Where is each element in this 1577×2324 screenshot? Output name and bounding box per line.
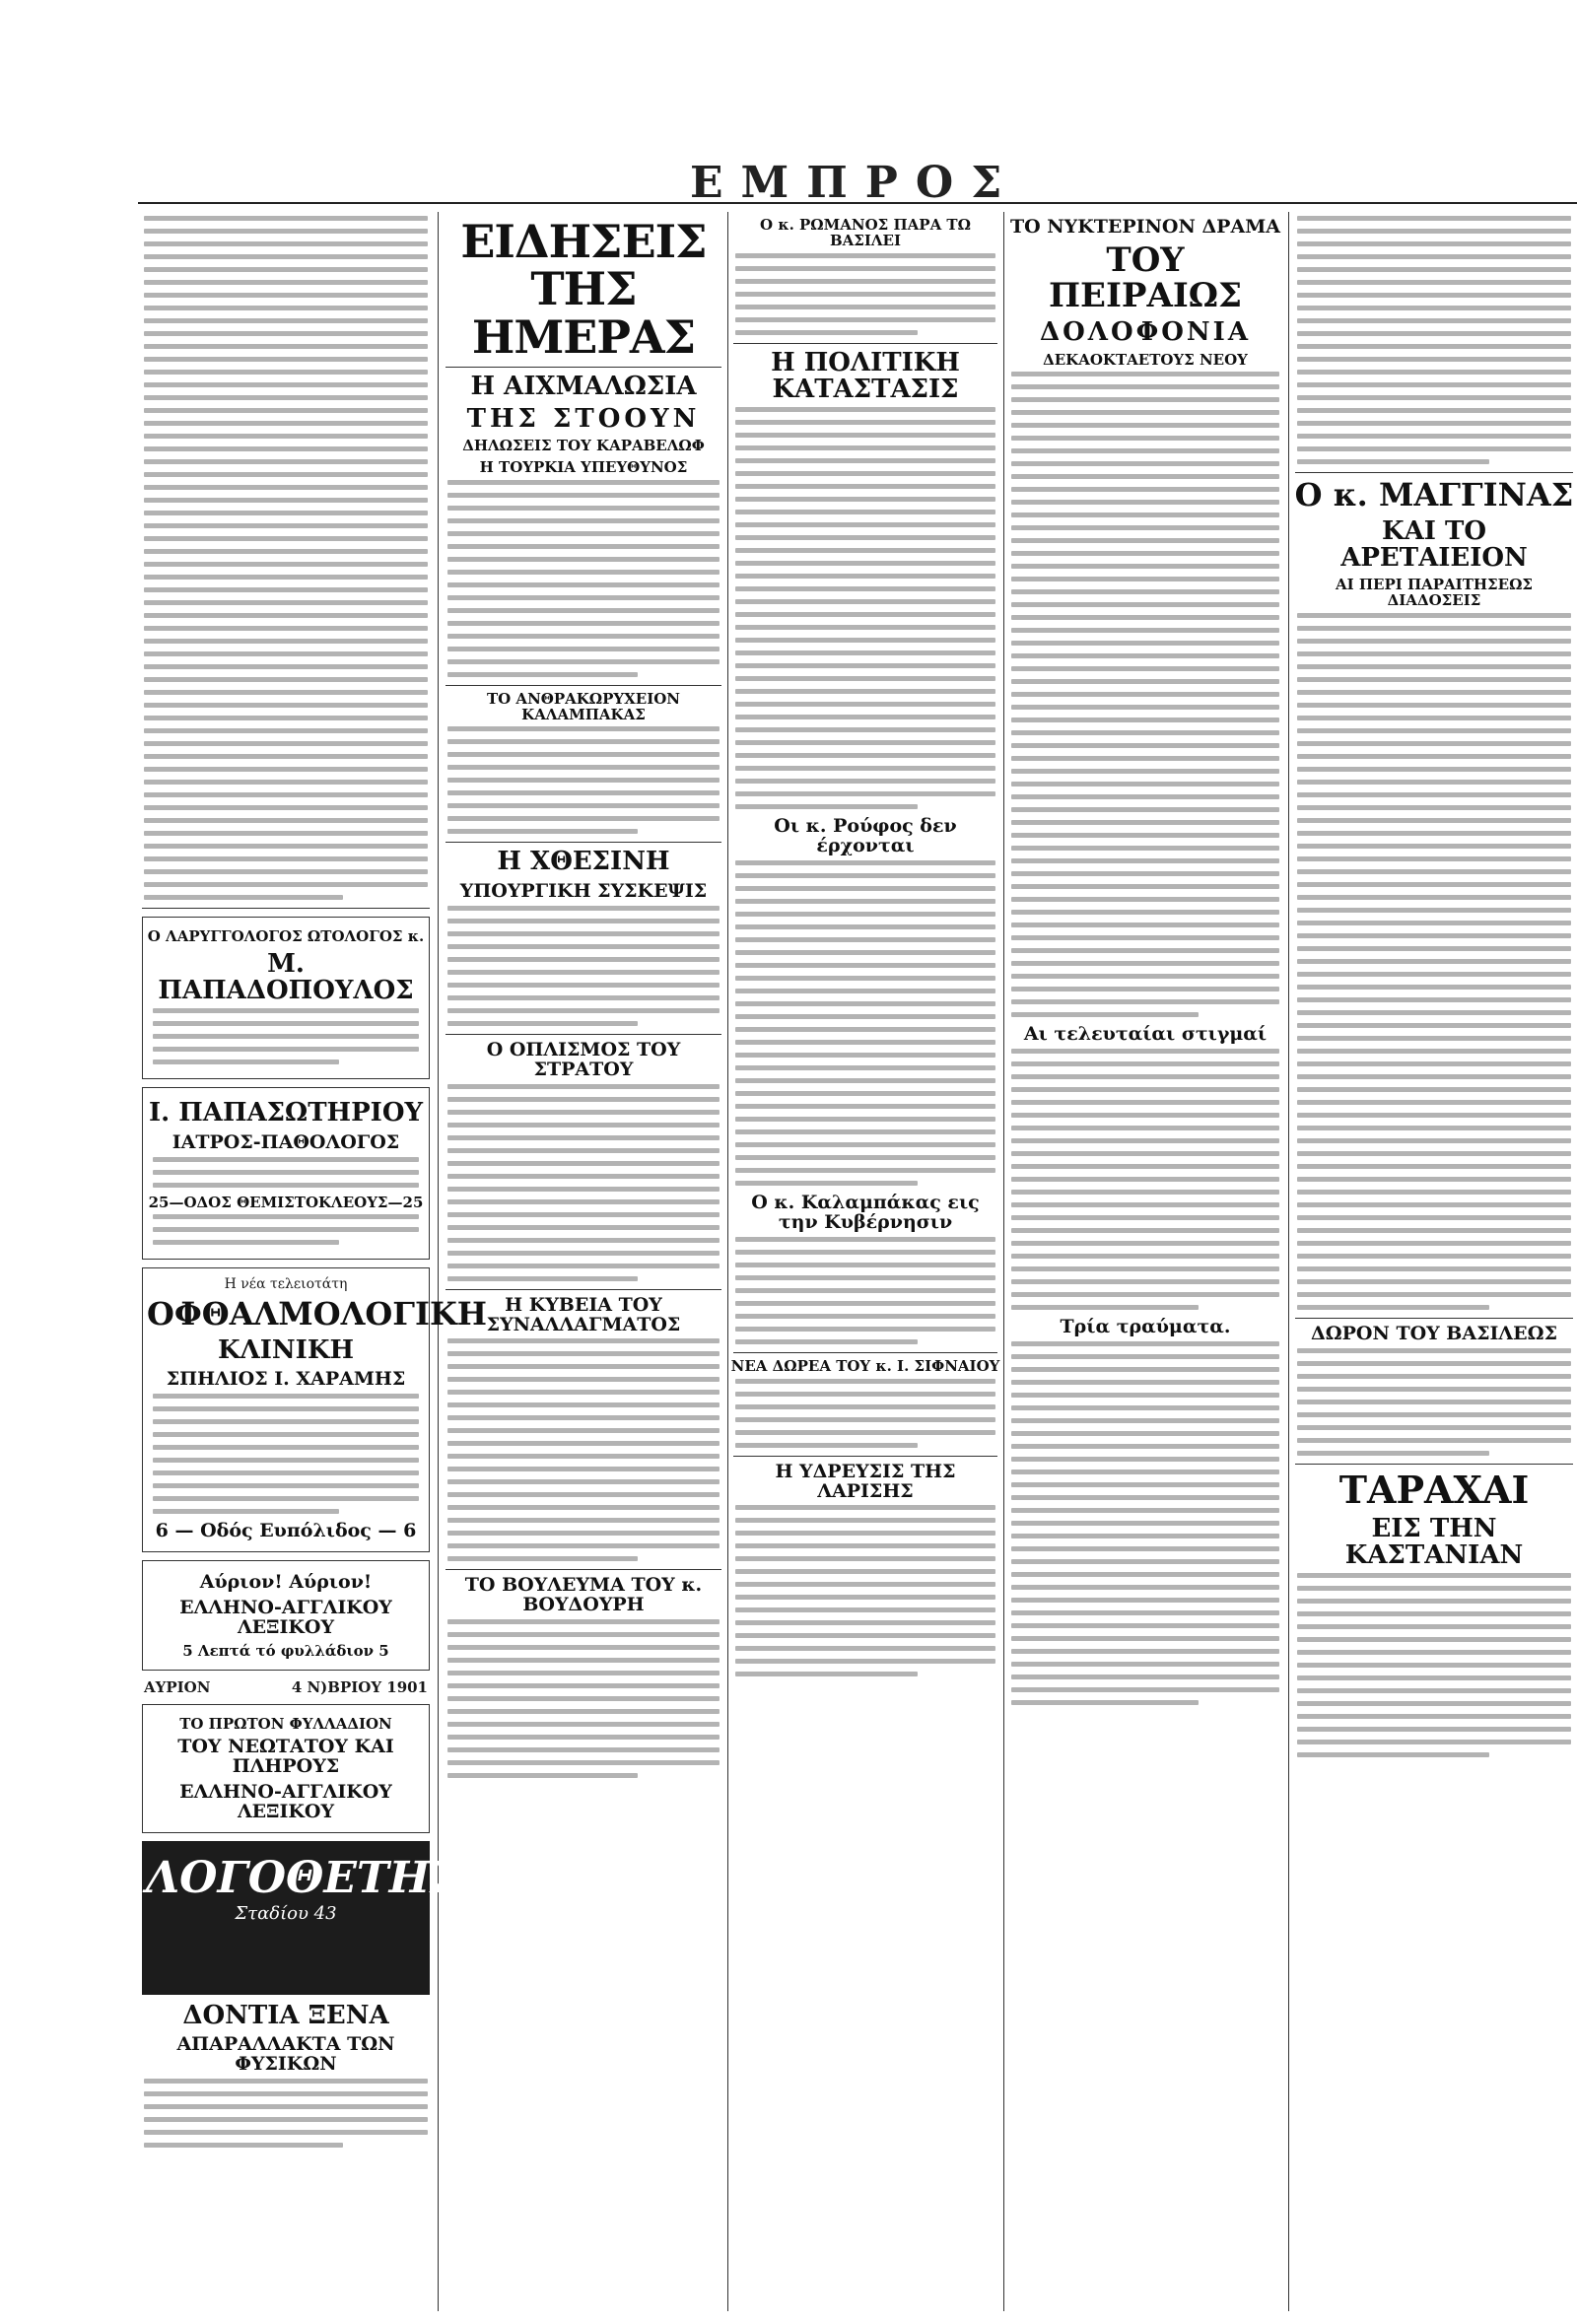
headline: Η ΑΙΧΜΑΛΩΣΙΑ	[470, 371, 697, 401]
subheadline: Ο κ. Καλαμπάκας εις την Κυβέρνησιν	[751, 1191, 980, 1233]
ad-name: Μ. ΠΑΠΑΔΟΠΟΥΛΟΣ	[158, 948, 414, 1006]
kicker: Η ΤΟΥΡΚΙΑ ΥΠΕΥΘΥΝΟΣ	[479, 458, 688, 477]
subheadline: ΕΙΣ ΤΗΝ ΚΑΣΤΑΝΙΑΝ	[1344, 1513, 1524, 1570]
column-divider	[438, 212, 439, 2311]
subheadline: ΥΠΟΥΡΓΙΚΗ ΣΥΣΚΕΨΙΣ	[459, 879, 708, 902]
article-text	[447, 726, 720, 834]
date-row	[144, 1678, 428, 1696]
advertisement	[142, 1704, 430, 1834]
headline: Η ΧΘΕΣΙΝΗ	[497, 847, 670, 877]
column-4	[1005, 212, 1285, 2311]
ad-title: ΙΑΤΡΟΣ-ΠΑΘΟΛΟΓΟΣ	[171, 1130, 400, 1153]
article-text	[1297, 216, 1571, 464]
subheadline: Οι κ. Ρούφος δεν έρχονται	[774, 815, 957, 857]
ad-title: ΔΟΝΤΙΑ ΞΕΝΑ	[182, 2001, 389, 2031]
headline: ΤΗΣ ΣΤΟΟΥΝ	[466, 404, 701, 435]
ad-kicker: ΤΟ ΠΡΩΤΟΝ ΦΥΛΛΑΔΙΟΝ	[179, 1714, 392, 1733]
date-left: ΑΥΡΙΟΝ	[144, 1677, 211, 1696]
banner-address: Σταδίου 43	[235, 1903, 337, 1925]
logothetis-banner	[142, 1841, 461, 1995]
main-headline: ΕΙΔΗΣΕΙΣ ΤΗΣ ΗΜΕΡΑΣ	[460, 215, 707, 364]
article-text	[1011, 1341, 1279, 1705]
article-text	[144, 216, 428, 900]
headline: Ο ΟΠΛΙΣΜΟΣ ΤΟΥ ΣΤΡΑΤΟΥ	[486, 1038, 681, 1080]
ad-subtitle: ΚΛΙΝΙΚΗ	[217, 1334, 355, 1365]
column-5	[1291, 212, 1577, 2311]
subheadline: Τρία τραύματα.	[1060, 1316, 1231, 1338]
masthead: ΕΜΠΡΟΣ	[690, 158, 1020, 208]
column-divider	[1288, 212, 1289, 2311]
advertisement	[142, 1267, 488, 1552]
headline: ΤΑΡΑΧΑΙ	[1338, 1467, 1530, 1512]
article-text	[1297, 1573, 1571, 1757]
advertisement	[142, 917, 430, 1079]
headline: ΤΟ ΒΟΥΛΕΥΜΑ ΤΟΥ κ. ΒΟΥΔΟΥΡΗ	[464, 1574, 703, 1616]
headline: ΤΟΥ ΠΕΙΡΑΙΩΣ	[1048, 239, 1243, 315]
ad-name: ΣΠΗΛΙΟΣ Ι. ΧΑΡΑΜΗΣ	[166, 1368, 406, 1391]
ad-address: 25—ΟΔΟΣ ΘΕΜΙΣΤΟΚΛΕΟΥΣ—25	[148, 1193, 424, 1211]
column-divider	[1003, 212, 1004, 2311]
article-text	[1297, 1348, 1571, 1456]
ad-title: ΕΛΛΗΝΟ-ΑΓΓΛΙΚΟΥ ΛΕΞΙΚΟΥ	[179, 1597, 392, 1638]
headline: Η ΚΥΒΕΙΑ ΤΟΥ ΣΥΝΑΛΛΑΓΜΑΤΟΣ	[486, 1293, 681, 1335]
ad-subtitle: ΕΛΛΗΝΟ-ΑΓΓΛΙΚΟΥ ΛΕΞΙΚΟΥ	[179, 1781, 392, 1823]
kicker: ΔΗΛΩΣΕΙΣ ΤΟΥ ΚΑΡΑΒΕΛΩΦ	[462, 437, 705, 455]
article-text	[1011, 372, 1279, 1017]
ad-title: ΤΟΥ ΝΕΩΤΑΤΟΥ ΚΑΙ ΠΛΗΡΟΥΣ	[177, 1736, 394, 1778]
subheadline: ΔΕΚΑΟΚΤΑΕΤΟΥΣ ΝΕΟΥ	[1043, 350, 1248, 369]
column-2	[442, 212, 725, 2311]
kicker: ΤΟ ΝΥΚΤΕΡΙΝΟΝ ΔΡΑΜΑ	[1010, 216, 1280, 238]
ad-name: Ι. ΠΑΠΑΣΩΤΗΡΙΟΥ	[148, 1098, 424, 1128]
masthead-rule	[138, 202, 1577, 204]
headline: Ο κ. ΜΑΓΓΙΝΑΣ	[1294, 476, 1574, 513]
banner-name: ΛΟΓΟΘΕΤΗΣ	[146, 1853, 461, 1904]
headline: Ο κ. ΡΩΜΑΝΟΣ ΠΑΡΑ ΤΩ ΒΑΣΙΛΕΙ	[760, 216, 971, 249]
article-text	[735, 407, 995, 809]
column-divider	[727, 212, 728, 2311]
ad-subtitle: ΑΠΑΡΑΛΛΑΚΤΑ ΤΩΝ ΦΥΣΙΚΩΝ	[176, 2033, 395, 2076]
ad-price: 5 Λεπτά τό φυλλάδιον 5	[182, 1641, 389, 1660]
article-text	[1297, 613, 1571, 1310]
headline: Η ΠΟΛΙΤΙΚΗ ΚΑΤΑΣΤΑΣΙΣ	[771, 347, 960, 404]
kicker: ΑΙ ΠΕΡΙ ΠΑΡΑΙΤΗΣΕΩΣ ΔΙΑΔΟΣΕΙΣ	[1335, 576, 1534, 609]
advertisement	[142, 1087, 430, 1260]
article-text	[735, 860, 995, 1186]
ad-title: ΟΦΘΑΛΜΟΛΟΓΙΚΗ	[147, 1295, 488, 1333]
article-text	[735, 253, 995, 335]
subheadline: ΔΟΛΟΦΟΝΙΑ	[1039, 317, 1252, 348]
subheadline: Αι τελευταίαι στιγμαί	[1023, 1023, 1268, 1046]
column-3	[729, 212, 1001, 2311]
advertisement	[142, 1560, 430, 1671]
ad-kicker: Η νέα τελειοτάτη	[224, 1276, 348, 1293]
headline: ΤΟ ΑΝΘΡΑΚΩΡΥΧΕΙΟΝ ΚΑΛΑΜΠΑΚΑΣ	[486, 689, 681, 723]
article-text	[447, 1084, 720, 1281]
article-text	[735, 1237, 995, 1344]
ad-kicker: Αύριον! Αύριον!	[199, 1571, 373, 1594]
article-text	[735, 1379, 995, 1448]
subheadline: ΚΑΙ ΤΟ ΑΡΕΤΑΙΕΙΟΝ	[1340, 515, 1528, 573]
date-right: 4 Ν)ΒΡΙΟΥ 1901	[291, 1677, 428, 1696]
article-text	[735, 1505, 995, 1676]
headline: ΔΩΡΟΝ ΤΟΥ ΒΑΣΙΛΕΩΣ	[1310, 1322, 1558, 1344]
article-text	[1011, 1049, 1279, 1310]
ad-kicker: Ο ΛΑΡΥΓΓΟΛΟΓΟΣ ΩΤΟΛΟΓΟΣ κ.	[147, 927, 425, 945]
article-text	[447, 1619, 720, 1778]
article-text	[447, 480, 720, 677]
headline: Η ΥΔΡΕΥΣΙΣ ΤΗΣ ΛΑΡΙΣΗΣ	[775, 1460, 956, 1502]
column-1	[138, 212, 488, 2311]
article-text	[447, 1338, 720, 1561]
article-text	[447, 906, 720, 1026]
headline: ΝΕΑ ΔΩΡΕΑ ΤΟΥ κ. Ι. ΣΙΦΝΑΙΟΥ	[730, 1356, 1000, 1375]
ad-address: 6 — Οδός Ευπόλιδος — 6	[155, 1520, 417, 1542]
